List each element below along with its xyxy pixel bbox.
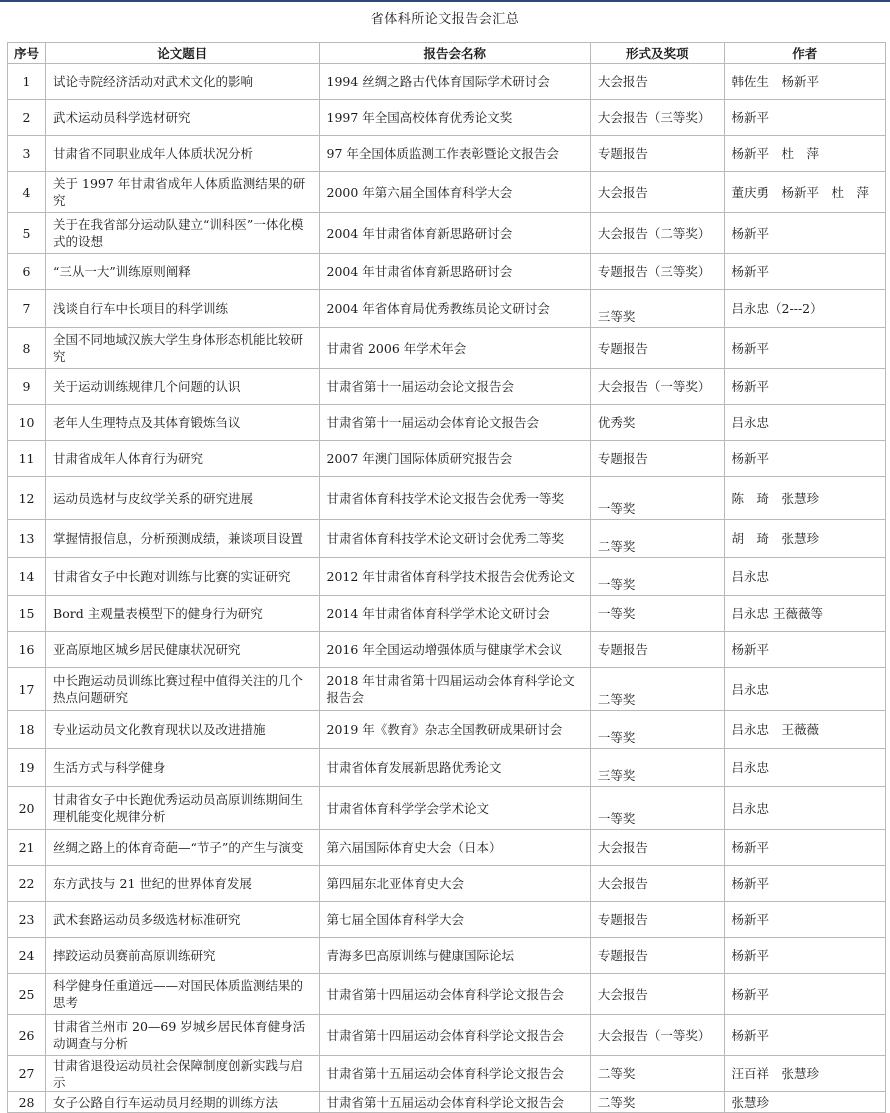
row-number: 21 bbox=[8, 830, 46, 866]
author-names: 吕永忠 bbox=[724, 558, 885, 596]
row-number: 9 bbox=[8, 369, 46, 405]
meeting-name: 甘肃省第十四届运动会体育科学论文报告会 bbox=[319, 1015, 590, 1056]
paper-title: 浅谈自行车中长项目的科学训练 bbox=[46, 290, 319, 328]
author-names: 胡 琦 张慧珍 bbox=[724, 520, 885, 558]
row-number: 7 bbox=[8, 290, 46, 328]
paper-title: 关于 1997 年甘肃省成年人体质监测结果的研究 bbox=[46, 172, 319, 213]
form-award: 大会报告 bbox=[590, 64, 724, 100]
paper-title: 专业运动员文化教育现状以及改进措施 bbox=[46, 711, 319, 749]
author-names: 董庆勇 杨新平 杜 萍 bbox=[724, 172, 885, 213]
author-names: 杨新平 bbox=[724, 1015, 885, 1056]
row-number: 12 bbox=[8, 477, 46, 520]
author-names: 吕永忠 bbox=[724, 668, 885, 711]
top-rule bbox=[0, 0, 890, 2]
form-award: 二等奖 bbox=[590, 1056, 724, 1092]
table-row bbox=[8, 136, 886, 172]
form-award: 三等奖 bbox=[590, 749, 724, 787]
row-number: 3 bbox=[8, 136, 46, 172]
table-row bbox=[8, 520, 886, 558]
author-names: 吕永忠 bbox=[724, 787, 885, 830]
paper-title: 甘肃省退役运动员社会保障制度创新实践与启示 bbox=[46, 1056, 319, 1092]
paper-title: 中长跑运动员训练比赛过程中值得关注的几个热点问题研究 bbox=[46, 668, 319, 711]
form-award: 一等奖 bbox=[590, 596, 724, 632]
meeting-name: 2019 年《教育》杂志全国教研成果研讨会 bbox=[319, 711, 590, 749]
table-row bbox=[8, 369, 886, 405]
meeting-name: 2014 年甘肃省体育科学学术论文研讨会 bbox=[319, 596, 590, 632]
table-row bbox=[8, 213, 886, 254]
header-author: 作者 bbox=[724, 43, 885, 64]
form-award: 二等奖 bbox=[590, 668, 724, 711]
table-row bbox=[8, 441, 886, 477]
author-names: 吕永忠（2---2） bbox=[724, 290, 885, 328]
form-award: 专题报告 bbox=[590, 328, 724, 369]
meeting-name: 甘肃省体育科技学术论文报告会优秀一等奖 bbox=[319, 477, 590, 520]
paper-title: 亚高原地区城乡居民健康状况研究 bbox=[46, 632, 319, 668]
header-row bbox=[8, 43, 886, 64]
meeting-name: 第七届全国体育科学大会 bbox=[319, 902, 590, 938]
author-names: 吕永忠 bbox=[724, 405, 885, 441]
table-row bbox=[8, 938, 886, 974]
meeting-name: 2007 年澳门国际体质研究报告会 bbox=[319, 441, 590, 477]
meeting-name: 甘肃省第十五届运动会体育科学论文报告会 bbox=[319, 1092, 590, 1113]
row-number: 19 bbox=[8, 749, 46, 787]
row-number: 6 bbox=[8, 254, 46, 290]
row-number: 8 bbox=[8, 328, 46, 369]
form-award: 大会报告 bbox=[590, 866, 724, 902]
form-award: 专题报告 bbox=[590, 902, 724, 938]
table-row bbox=[8, 866, 886, 902]
row-number: 22 bbox=[8, 866, 46, 902]
paper-title: 女子公路自行车运动员月经期的训练方法 bbox=[46, 1092, 319, 1113]
table-row bbox=[8, 254, 886, 290]
author-names: 杨新平 bbox=[724, 441, 885, 477]
author-names: 杨新平 bbox=[724, 902, 885, 938]
table-row bbox=[8, 632, 886, 668]
meeting-name: 甘肃省第十一届运动会体育论文报告会 bbox=[319, 405, 590, 441]
table-row bbox=[8, 668, 886, 711]
form-award: 一等奖 bbox=[590, 787, 724, 830]
author-names: 吕永忠 王薇薇等 bbox=[724, 596, 885, 632]
table-row bbox=[8, 64, 886, 100]
meeting-name: 2000 年第六届全国体育科学大会 bbox=[319, 172, 590, 213]
paper-title: 科学健身任重道远——对国民体质监测结果的思考 bbox=[46, 974, 319, 1015]
meeting-name: 2018 年甘肃省第十四届运动会体育科学论文报告会 bbox=[319, 668, 590, 711]
row-number: 1 bbox=[8, 64, 46, 100]
author-names: 杨新平 bbox=[724, 100, 885, 136]
table-row bbox=[8, 830, 886, 866]
form-award: 二等奖 bbox=[590, 520, 724, 558]
paper-title: Bord 主观量表模型下的健身行为研究 bbox=[46, 596, 319, 632]
author-names: 杨新平 bbox=[724, 866, 885, 902]
author-names: 杨新平 bbox=[724, 328, 885, 369]
paper-title: 甘肃省成年人体育行为研究 bbox=[46, 441, 319, 477]
paper-title: 全国不同地域汉族大学生身体形态机能比较研究 bbox=[46, 328, 319, 369]
author-names: 汪百祥 张慧珍 bbox=[724, 1056, 885, 1092]
table-row bbox=[8, 290, 886, 328]
form-award: 专题报告 bbox=[590, 632, 724, 668]
meeting-name: 甘肃省第十一届运动会论文报告会 bbox=[319, 369, 590, 405]
table-row bbox=[8, 558, 886, 596]
form-award: 专题报告（三等奖） bbox=[590, 254, 724, 290]
author-names: 杨新平 bbox=[724, 213, 885, 254]
paper-title: 东方武技与 21 世纪的世界体育发展 bbox=[46, 866, 319, 902]
form-award: 二等奖 bbox=[590, 1092, 724, 1113]
meeting-name: 甘肃省 2006 年学术年会 bbox=[319, 328, 590, 369]
row-number: 24 bbox=[8, 938, 46, 974]
table-row bbox=[8, 477, 886, 520]
form-award: 大会报告（二等奖） bbox=[590, 213, 724, 254]
row-number: 11 bbox=[8, 441, 46, 477]
paper-title: 甘肃省女子中长跑优秀运动员高原训练期间生理机能变化规律分析 bbox=[46, 787, 319, 830]
table-row bbox=[8, 405, 886, 441]
table-row bbox=[8, 787, 886, 830]
meeting-name: 甘肃省体育科技学术论文研讨会优秀二等奖 bbox=[319, 520, 590, 558]
meeting-name: 1997 年全国高校体育优秀论文奖 bbox=[319, 100, 590, 136]
meeting-name: 甘肃省体育科学学会学术论文 bbox=[319, 787, 590, 830]
author-names: 杨新平 bbox=[724, 938, 885, 974]
form-award: 大会报告 bbox=[590, 830, 724, 866]
author-names: 杨新平 bbox=[724, 830, 885, 866]
paper-title: 甘肃省不同职业成年人体质状况分析 bbox=[46, 136, 319, 172]
form-award: 大会报告（一等奖） bbox=[590, 369, 724, 405]
form-award: 大会报告（三等奖） bbox=[590, 100, 724, 136]
paper-title: 甘肃省女子中长跑对训练与比赛的实证研究 bbox=[46, 558, 319, 596]
row-number: 16 bbox=[8, 632, 46, 668]
table-row bbox=[8, 711, 886, 749]
author-names: 吕永忠 bbox=[724, 749, 885, 787]
table-row bbox=[8, 100, 886, 136]
form-award: 大会报告 bbox=[590, 172, 724, 213]
header-form: 形式及奖项 bbox=[590, 43, 724, 64]
meeting-name: 2016 年全国运动增强体质与健康学术会议 bbox=[319, 632, 590, 668]
meeting-name: 第六届国际体育史大会（日本） bbox=[319, 830, 590, 866]
author-names: 杨新平 bbox=[724, 369, 885, 405]
row-number: 5 bbox=[8, 213, 46, 254]
meeting-name: 甘肃省第十五届运动会体育科学论文报告会 bbox=[319, 1056, 590, 1092]
paper-title: 运动员选材与皮纹学关系的研究进展 bbox=[46, 477, 319, 520]
meeting-name: 甘肃省第十四届运动会体育科学论文报告会 bbox=[319, 974, 590, 1015]
row-number: 10 bbox=[8, 405, 46, 441]
author-names: 吕永忠 王薇薇 bbox=[724, 711, 885, 749]
form-award: 专题报告 bbox=[590, 136, 724, 172]
table-row bbox=[8, 328, 886, 369]
meeting-name: 97 年全国体质监测工作表彰暨论文报告会 bbox=[319, 136, 590, 172]
header-meeting: 报告会名称 bbox=[319, 43, 590, 64]
paper-title: 试论寺院经济活动对武术文化的影响 bbox=[46, 64, 319, 100]
form-award: 三等奖 bbox=[590, 290, 724, 328]
paper-title: 丝绸之路上的体育奇葩—“节子”的产生与演变 bbox=[46, 830, 319, 866]
meeting-name: 2004 年省体育局优秀教练员论文研讨会 bbox=[319, 290, 590, 328]
meeting-name: 2012 年甘肃省体育科学技术报告会优秀论文 bbox=[319, 558, 590, 596]
author-names: 杨新平 杜 萍 bbox=[724, 136, 885, 172]
row-number: 28 bbox=[8, 1092, 46, 1113]
row-number: 2 bbox=[8, 100, 46, 136]
table-row bbox=[8, 1056, 886, 1092]
papers-table bbox=[7, 42, 886, 1113]
meeting-name: 第四届东北亚体育史大会 bbox=[319, 866, 590, 902]
form-award: 专题报告 bbox=[590, 938, 724, 974]
table-row bbox=[8, 1015, 886, 1056]
paper-title: 甘肃省兰州市 20—69 岁城乡居民体育健身活动调查与分析 bbox=[46, 1015, 319, 1056]
author-names: 韩佐生 杨新平 bbox=[724, 64, 885, 100]
meeting-name: 2004 年甘肃省体育新思路研讨会 bbox=[319, 213, 590, 254]
row-number: 17 bbox=[8, 668, 46, 711]
paper-title: 关于在我省部分运动队建立“训科医”一体化模式的设想 bbox=[46, 213, 319, 254]
paper-title: 关于运动训练规律几个问题的认识 bbox=[46, 369, 319, 405]
table-row bbox=[8, 902, 886, 938]
row-number: 14 bbox=[8, 558, 46, 596]
row-number: 20 bbox=[8, 787, 46, 830]
row-number: 18 bbox=[8, 711, 46, 749]
form-award: 一等奖 bbox=[590, 477, 724, 520]
form-award: 一等奖 bbox=[590, 558, 724, 596]
table-row bbox=[8, 749, 886, 787]
meeting-name: 青海多巴高原训练与健康国际论坛 bbox=[319, 938, 590, 974]
table-row bbox=[8, 596, 886, 632]
paper-title: 老年人生理特点及其体育锻炼刍议 bbox=[46, 405, 319, 441]
header-paper: 论文题目 bbox=[46, 43, 319, 64]
form-award: 优秀奖 bbox=[590, 405, 724, 441]
paper-title: 摔跤运动员赛前高原训练研究 bbox=[46, 938, 319, 974]
author-names: 张慧珍 bbox=[724, 1092, 885, 1113]
row-number: 27 bbox=[8, 1056, 46, 1092]
header-no: 序号 bbox=[8, 43, 46, 64]
row-number: 25 bbox=[8, 974, 46, 1015]
row-number: 15 bbox=[8, 596, 46, 632]
paper-title: 掌握情报信息，分析预测成绩，兼谈项目设置 bbox=[46, 520, 319, 558]
paper-title: 生活方式与科学健身 bbox=[46, 749, 319, 787]
row-number: 13 bbox=[8, 520, 46, 558]
form-award: 一等奖 bbox=[590, 711, 724, 749]
form-award: 专题报告 bbox=[590, 441, 724, 477]
row-number: 26 bbox=[8, 1015, 46, 1056]
paper-title: “三从一大”训练原则阐释 bbox=[46, 254, 319, 290]
paper-title: 武术运动员科学选材研究 bbox=[46, 100, 319, 136]
meeting-name: 1994 丝绸之路古代体育国际学术研讨会 bbox=[319, 64, 590, 100]
author-names: 杨新平 bbox=[724, 632, 885, 668]
row-number: 4 bbox=[8, 172, 46, 213]
page-title: 省体科所论文报告会汇总 bbox=[370, 12, 520, 27]
form-award: 大会报告（一等奖） bbox=[590, 1015, 724, 1056]
meeting-name: 2004 年甘肃省体育新思路研讨会 bbox=[319, 254, 590, 290]
form-award: 大会报告 bbox=[590, 974, 724, 1015]
row-number: 23 bbox=[8, 902, 46, 938]
author-names: 杨新平 bbox=[724, 254, 885, 290]
table-row bbox=[8, 172, 886, 213]
table-row bbox=[8, 974, 886, 1015]
table-row bbox=[8, 1092, 886, 1113]
author-names: 杨新平 bbox=[724, 974, 885, 1015]
paper-title: 武术套路运动员多级选材标准研究 bbox=[46, 902, 319, 938]
author-names: 陈 琦 张慧珍 bbox=[724, 477, 885, 520]
meeting-name: 甘肃省体育发展新思路优秀论文 bbox=[319, 749, 590, 787]
